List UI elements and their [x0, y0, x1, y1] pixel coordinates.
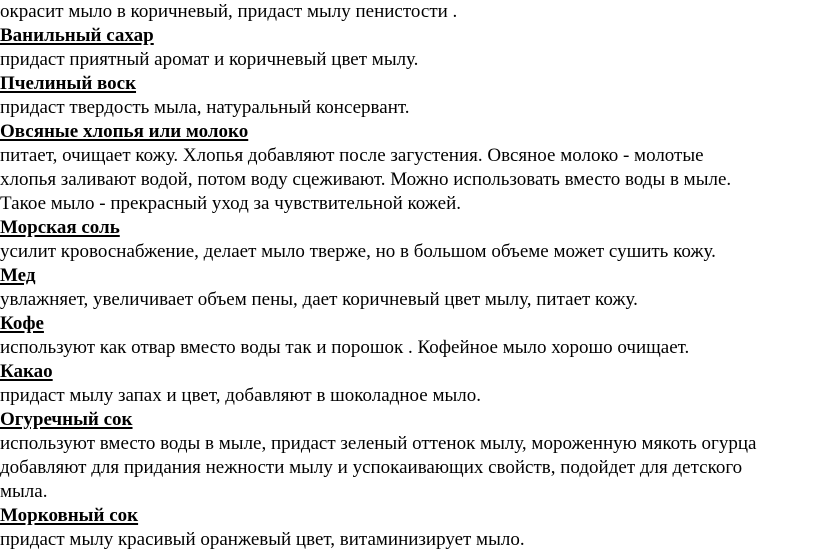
- intro-text: окрасит мыло в коричневый, придаст мылу пенистости .: [0, 1, 458, 22]
- heading-coffee: Кофе: [0, 313, 44, 334]
- heading-cucumber-juice: Огуречный сок: [0, 409, 133, 430]
- text-honey: увлажняет, увеличивает объем пены, дает коричневый цвет мылу, питает кожу.: [0, 289, 638, 310]
- heading-beeswax: Пчелиный воск: [0, 73, 137, 94]
- text-oats-milk-2: хлопья заливают водой, потом воду сцеживают. Можно использовать вместо воды в мыле.: [0, 169, 732, 190]
- text-oats-milk-1: питает, очищает кожу. Хлопья добавляют после загустения. Овсяное молоко - молотые: [0, 145, 704, 166]
- heading-cocoa: Какао: [0, 361, 53, 382]
- text-cucumber-juice-2: добавляют для придания нежности мылу и успокаивающих свойств, подойдет для детского: [0, 457, 743, 478]
- text-cucumber-juice-1: используют вместо воды в мыле, придаст зеленый оттенок мылу, мороженную мякоть огурца: [0, 433, 757, 454]
- text-coffee: используют как отвар вместо воды так и порошок . Кофейное мыло хорошо очищает.: [0, 337, 690, 358]
- text-vanilla-sugar: придаст приятный аромат и коричневый цвет мылу.: [0, 49, 419, 70]
- heading-oats-milk: Овсяные хлопья или молоко: [0, 121, 249, 142]
- heading-honey: Мед: [0, 265, 36, 286]
- heading-vanilla-sugar: Ванильный сахар: [0, 25, 154, 46]
- text-oats-milk-3: Такое мыло - прекрасный уход за чувствительной кожей.: [0, 193, 462, 214]
- text-carrot-juice: придаст мылу красивый оранжевый цвет, витаминизирует мыло.: [0, 529, 525, 550]
- heading-carrot-juice: Морковный сок: [0, 505, 139, 526]
- heading-sea-salt: Морская соль: [0, 217, 120, 238]
- text-beeswax: придаст твердость мыла, натуральный консервант.: [0, 97, 410, 118]
- text-sea-salt: усилит кровоснабжение, делает мыло тверже, но в большом объеме может сушить кожу.: [0, 241, 716, 262]
- text-cocoa: придаст мылу запах и цвет, добавляют в шоколадное мыло.: [0, 385, 481, 406]
- text-cucumber-juice-3: мыла.: [0, 481, 48, 502]
